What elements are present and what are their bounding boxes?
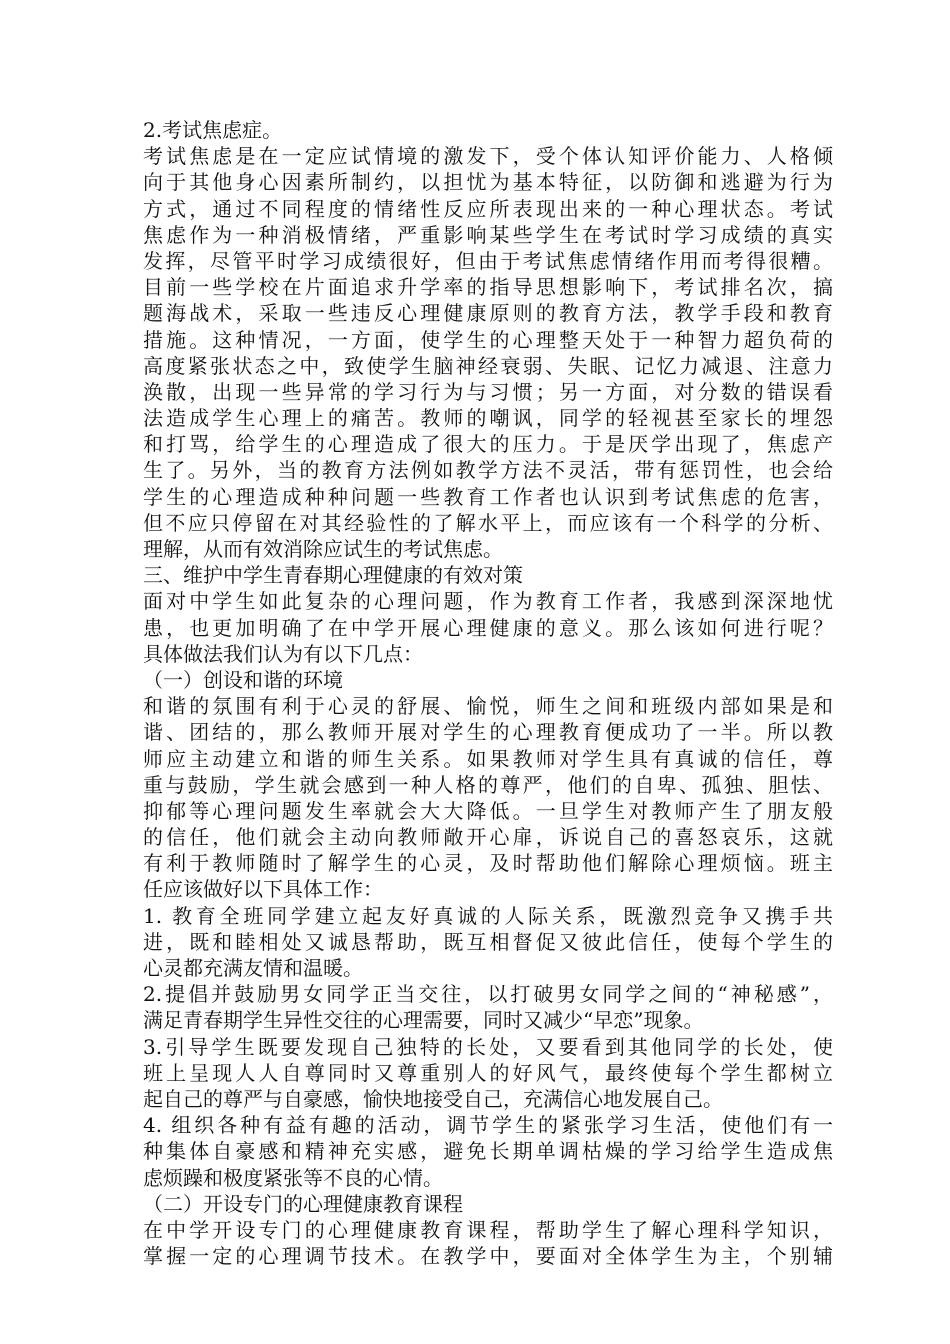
text-line: 目前一些学校在片面追求升学率的指导思想影响下，考试排名次，搞 — [143, 275, 833, 300]
text-line: 满足青春期学生异性交往的心理需要，同时又减少“早恋”现象。 — [143, 1008, 704, 1033]
text-line: 三、维护中学生青春期心理健康的有效对策 — [143, 563, 523, 588]
text-line: （一）创设和谐的环境 — [143, 667, 343, 692]
text-line: 理解，从而有效消除应试生的考试焦虑。 — [143, 537, 503, 561]
text-line: 进，既和睦相处又诚恳帮助，既互相督促又彼此信任，使每个学生的 — [143, 929, 833, 954]
document-page — [143, 117, 833, 1269]
text-line: 3.引导学生既要发现自己独特的长处，又要看到其他同学的长处，使 — [143, 1034, 833, 1059]
text-line: 抑郁等心理问题发生率就会大大降低。一旦学生对教师产生了朋友般 — [143, 798, 833, 823]
text-line: 向于其他身心因素所制约，以担忧为基本特征，以防御和逃避为行为 — [143, 170, 833, 195]
text-line: 4. 组织各种有益有趣的活动，调节学生的紧张学习生活，使他们有一 — [143, 1113, 833, 1138]
text-line: 涣散，出现一些异常的学习行为与习惯；另一方面，对分数的错误看 — [143, 379, 833, 404]
text-line: 1. 教育全班同学建立起友好真诚的人际关系，既激烈竞争又携手共 — [143, 903, 833, 928]
text-line: 的信任，他们就会主动向教师敞开心扉，诉说自己的喜怒哀乐，这就 — [143, 825, 833, 850]
text-line: 方式，通过不同程度的情绪性反应所表现出来的一种心理状态。考试 — [143, 196, 833, 221]
text-line: 有利于教师随时了解学生的心灵，及时帮助他们解除心理烦恼。班主 — [143, 851, 833, 876]
text-line: 在中学开设专门的心理健康教育课程，帮助学生了解心理科学知识， — [143, 1217, 833, 1242]
text-line: 任应该做好以下具体工作： — [143, 877, 383, 902]
text-line: 掌握一定的心理调节技术。在教学中，要面对全体学生为主，个别辅 — [143, 1244, 833, 1269]
text-line: 但不应只停留在对其经验性的了解水平上，而应该有一个科学的分析、 — [143, 510, 833, 535]
text-line: 患，也更加明确了在中学开展心理健康的意义。那么该如何进行呢？ — [143, 615, 833, 640]
text-line: 2.考试焦虑症。 — [143, 118, 283, 142]
text-line: 谐、团结的，那么教师开展对学生的心理教育便成功了一半。所以教 — [143, 720, 833, 745]
text-line: 重与鼓励，学生就会感到一种人格的尊严，他们的自卑、孤独、胆怯、 — [143, 772, 833, 797]
text-line: 措施。这种情况，一方面，使学生的心理整天处于一种智力超负荷的 — [143, 327, 833, 352]
text-line: 和谐的氛围有利于心灵的舒展、愉悦，师生之间和班级内部如果是和 — [143, 694, 833, 719]
text-line: 学生的心理造成种种问题一些教育工作者也认识到考试焦虑的危害， — [143, 484, 833, 509]
text-line: 考试焦虑是在一定应试情境的激发下，受个体认知评价能力、人格倾 — [143, 144, 833, 169]
text-line: 2.提倡并鼓励男女同学正当交往，以打破男女同学之间的“神秘感”， — [143, 982, 833, 1007]
text-line: 心灵都充满友情和温暖。 — [143, 956, 363, 980]
text-line: 种集体自豪感和精神充实感，避免长期单调枯燥的学习给学生造成焦 — [143, 1139, 833, 1164]
text-line: （二）开设专门的心理健康教育课程 — [143, 1191, 463, 1216]
text-line: 起自己的尊严与自豪感，愉快地接受自己，充满信心地发展自己。 — [143, 1086, 723, 1111]
text-line: 生了。另外，当的教育方法例如教学方法不灵活，带有惩罚性，也会给 — [143, 458, 833, 483]
text-line: 法造成学生心理上的痛苦。教师的嘲讽，同学的轻视甚至家长的埋怨 — [143, 406, 833, 431]
text-line: 面对中学生如此复杂的心理问题，作为教育工作者，我感到深深地忧 — [143, 589, 833, 614]
text-line: 师应主动建立和谐的师生关系。如果教师对学生具有真诚的信任，尊 — [143, 746, 833, 771]
text-line: 虑烦躁和极度紧张等不良的心情。 — [143, 1165, 443, 1190]
text-line: 班上呈现人人自尊同时又尊重别人的好风气，最终使每个学生都树立 — [143, 1060, 833, 1085]
text-line: 题海战术，采取一些违反心理健康原则的教育方法，教学手段和教育 — [143, 301, 833, 326]
text-line: 发挥，尽管平时学习成绩很好，但由于考试焦虑情绪作用而考得很糟。 — [143, 248, 833, 273]
text-line: 高度紧张状态之中，致使学生脑神经衰弱、失眠、记忆力减退、注意力 — [143, 353, 833, 378]
text-line: 和打骂，给学生的心理造成了很大的压力。于是厌学出现了，焦虑产 — [143, 432, 833, 457]
text-line: 具体做法我们认为有以下几点： — [143, 641, 423, 666]
text-line: 焦虑作为一种消极情绪，严重影响某些学生在考试时学习成绩的真实 — [143, 222, 833, 247]
